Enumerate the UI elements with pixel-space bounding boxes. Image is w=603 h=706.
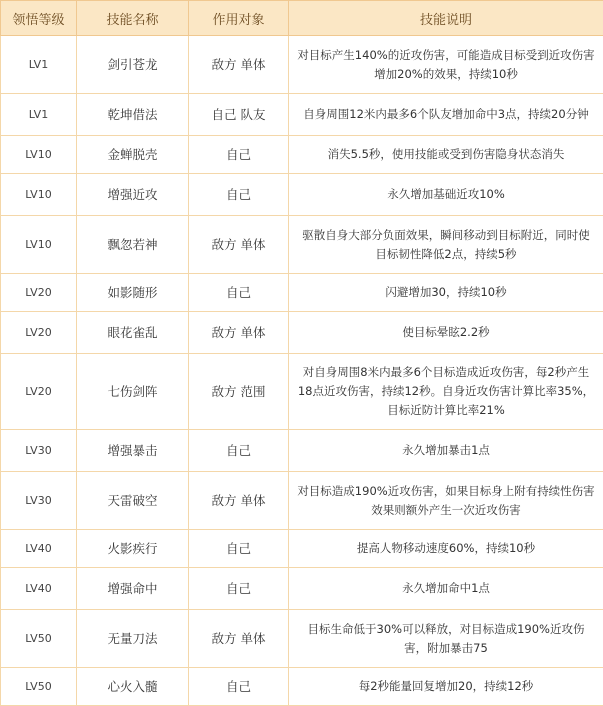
row-description: 每2秒能量回复增加20，持续12秒 [289, 668, 603, 706]
row-skill-name: 天雷破空 [77, 472, 189, 530]
row-target: 敌方 范围 [189, 354, 289, 430]
row-level: LV1 [1, 94, 77, 136]
row-target: 自己 [189, 568, 289, 610]
row-level: LV40 [1, 568, 77, 610]
row-description: 永久增加暴击1点 [289, 430, 603, 472]
row-level: LV20 [1, 274, 77, 312]
row-description: 使目标晕眩2.2秒 [289, 312, 603, 354]
row-skill-name: 火影疾行 [77, 530, 189, 568]
row-target: 自己 [189, 430, 289, 472]
table-row [1, 668, 603, 706]
row-skill-name: 增强暴击 [77, 430, 189, 472]
row-description: 自身周围12米内最多6个队友增加命中3点，持续20分钟 [289, 94, 603, 136]
row-description: 驱散自身大部分负面效果，瞬间移动到目标附近，同时使目标韧性降低2点，持续5秒 [289, 216, 603, 274]
table-row [1, 610, 603, 668]
row-skill-name: 剑引苍龙 [77, 36, 189, 94]
table-row [1, 136, 603, 174]
row-level: LV1 [1, 36, 77, 94]
table-row [1, 530, 603, 568]
header-description: 技能说明 [289, 1, 603, 36]
row-target: 自己 [189, 274, 289, 312]
table-row [1, 430, 603, 472]
row-target: 敌方 单体 [189, 216, 289, 274]
row-description: 对自身周围8米内最多6个目标造成近攻伤害，每2秒产生18点近攻伤害，持续12秒。自身近攻伤害计算比率35%，目标近防计算比率21% [289, 354, 603, 430]
table-row [1, 216, 603, 274]
row-description: 永久增加命中1点 [289, 568, 603, 610]
table-row [1, 274, 603, 312]
row-skill-name: 如影随形 [77, 274, 189, 312]
row-level: LV20 [1, 312, 77, 354]
row-level: LV10 [1, 136, 77, 174]
row-level: LV50 [1, 610, 77, 668]
row-target: 自己 队友 [189, 94, 289, 136]
header-level: 领悟等级 [1, 1, 77, 36]
row-skill-name: 飘忽若神 [77, 216, 189, 274]
row-target: 敌方 单体 [189, 472, 289, 530]
row-level: LV10 [1, 174, 77, 216]
row-target: 自己 [189, 668, 289, 706]
row-level: LV30 [1, 430, 77, 472]
row-level: LV30 [1, 472, 77, 530]
table-row [1, 36, 603, 94]
row-level: LV10 [1, 216, 77, 274]
table-row [1, 312, 603, 354]
row-skill-name: 增强命中 [77, 568, 189, 610]
header-target: 作用对象 [189, 1, 289, 36]
row-skill-name: 心火入髓 [77, 668, 189, 706]
row-target: 自己 [189, 174, 289, 216]
row-skill-name: 无量刀法 [77, 610, 189, 668]
table-row [1, 568, 603, 610]
row-skill-name: 乾坤借法 [77, 94, 189, 136]
row-target: 自己 [189, 530, 289, 568]
row-skill-name: 眼花雀乱 [77, 312, 189, 354]
table-row [1, 174, 603, 216]
row-skill-name: 增强近攻 [77, 174, 189, 216]
row-skill-name: 金蝉脱壳 [77, 136, 189, 174]
row-description: 提高人物移动速度60%，持续10秒 [289, 530, 603, 568]
row-level: LV50 [1, 668, 77, 706]
table-header-row [1, 1, 603, 36]
header-skill-name: 技能名称 [77, 1, 189, 36]
row-target: 敌方 单体 [189, 36, 289, 94]
row-description: 目标生命低于30%可以释放，对目标造成190%近攻伤害，附加暴击75 [289, 610, 603, 668]
table-row [1, 354, 603, 430]
row-description: 对目标造成190%近攻伤害，如果目标身上附有持续性伤害效果则额外产生一次近攻伤害 [289, 472, 603, 530]
row-level: LV20 [1, 354, 77, 430]
row-description: 消失5.5秒，使用技能或受到伤害隐身状态消失 [289, 136, 603, 174]
table-row [1, 94, 603, 136]
row-target: 敌方 单体 [189, 312, 289, 354]
row-description: 永久增加基础近攻10% [289, 174, 603, 216]
row-target: 自己 [189, 136, 289, 174]
row-description: 闪避增加30，持续10秒 [289, 274, 603, 312]
row-description: 对目标产生140%的近攻伤害，可能造成目标受到近攻伤害增加20%的效果，持续10秒 [289, 36, 603, 94]
table-row [1, 472, 603, 530]
row-skill-name: 七伤剑阵 [77, 354, 189, 430]
row-target: 敌方 单体 [189, 610, 289, 668]
row-level: LV40 [1, 530, 77, 568]
